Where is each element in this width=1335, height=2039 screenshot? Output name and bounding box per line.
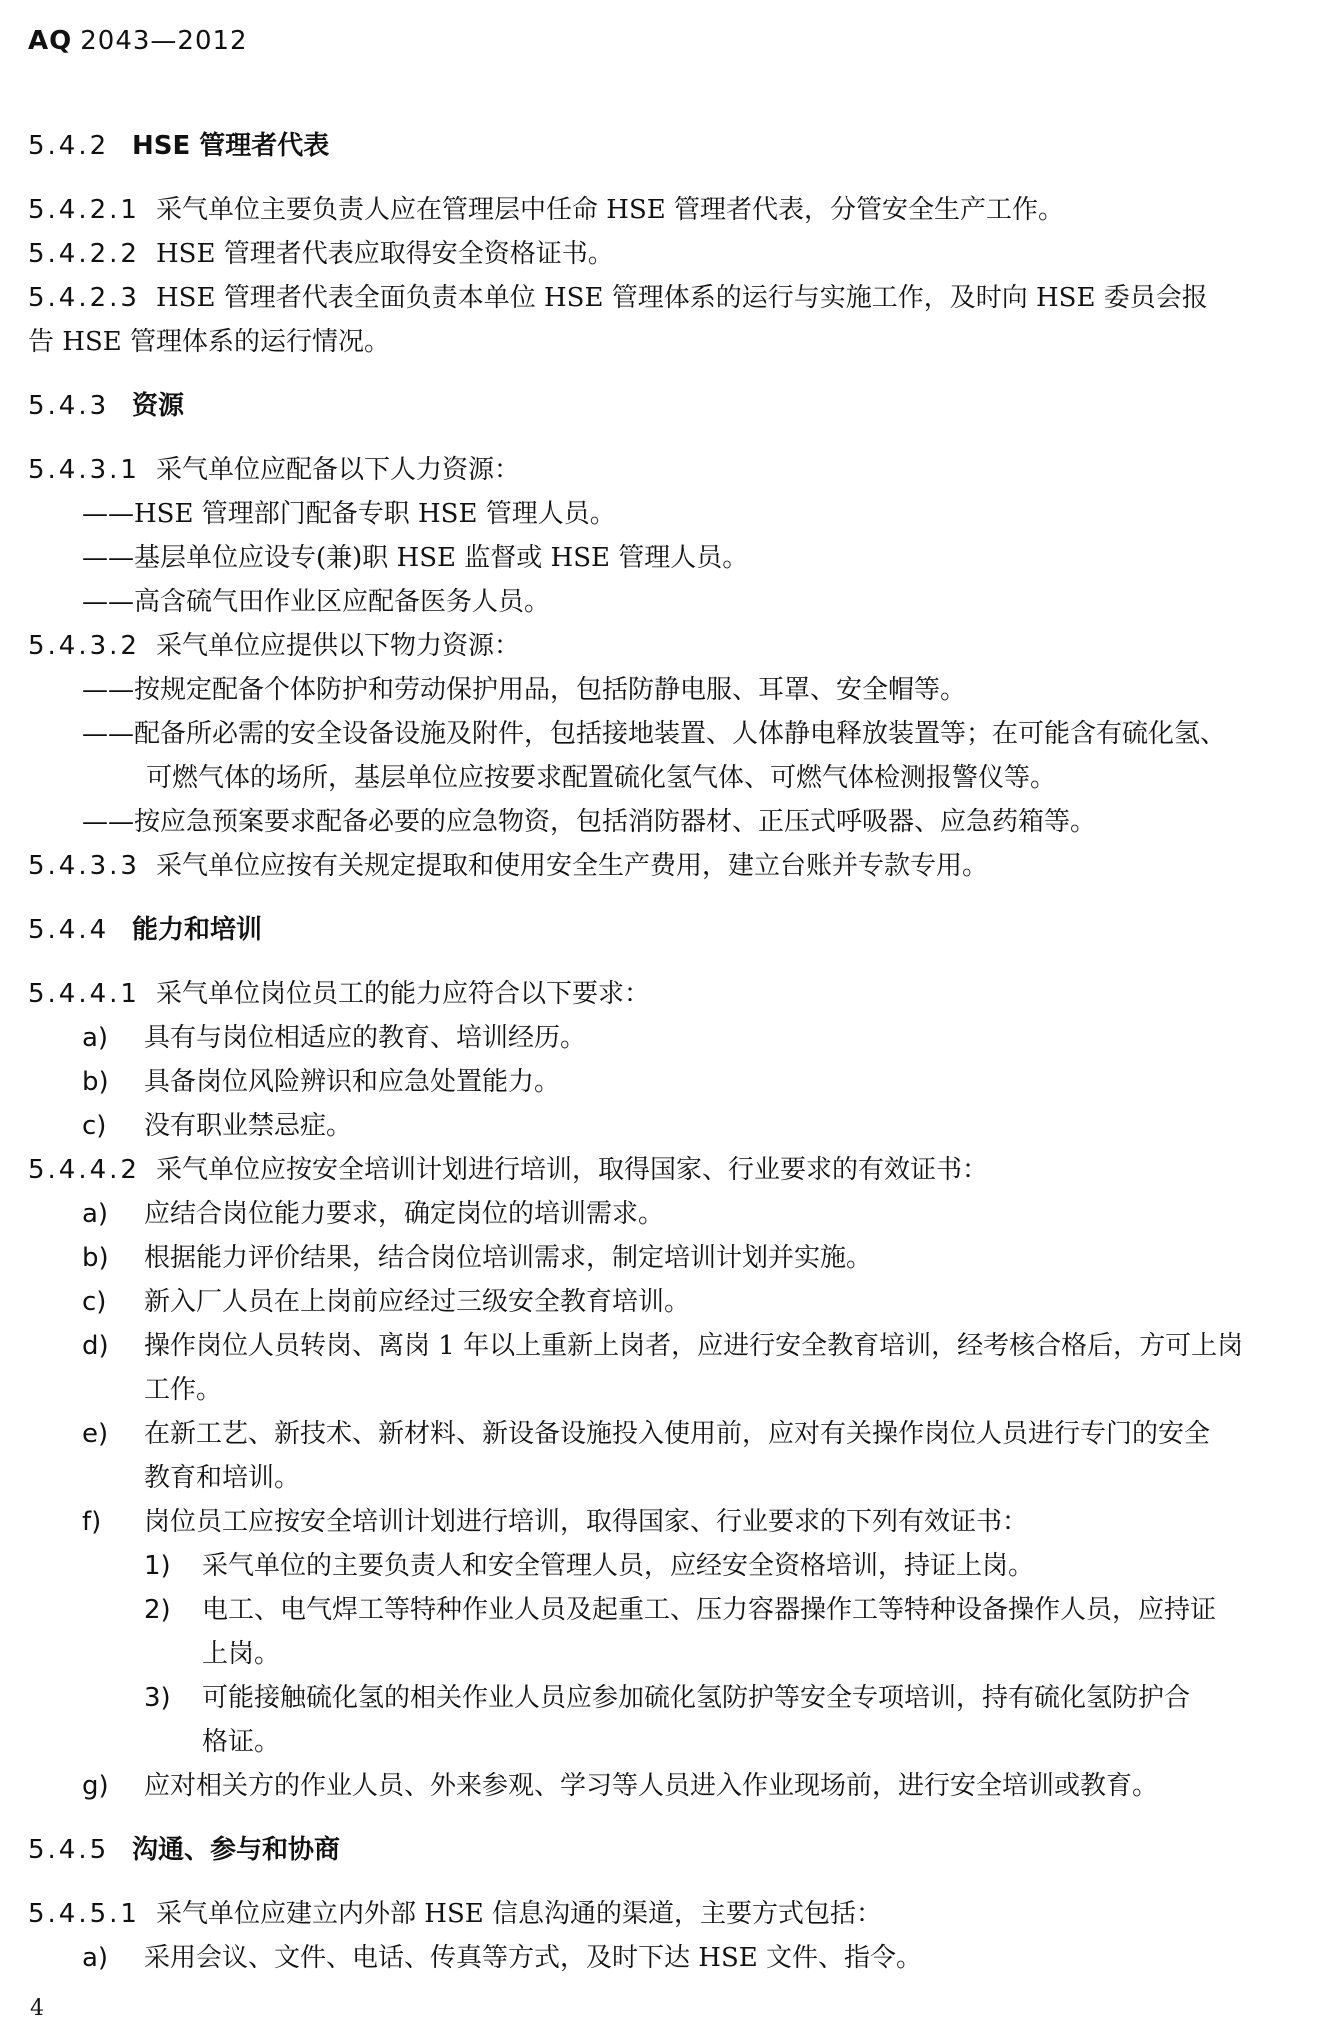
- list-item-text: 具有与岗位相适应的教育、培训经历。: [144, 1023, 587, 1053]
- list-marker: a): [82, 1023, 109, 1053]
- list-item-text: 应结合岗位能力要求，确定岗位的培训需求。: [144, 1199, 665, 1229]
- subitem-continuation: 上岗。: [202, 1639, 281, 1669]
- clause-continuation: 告 HSE 管理体系的运行情况。: [28, 327, 390, 357]
- section-heading-5-4-4: [28, 908, 1310, 952]
- dash-list-item: ——高含硫气田作业区应配备医务人员。: [82, 587, 551, 617]
- clause-text: 采气单位应配备以下人力资源：: [156, 455, 521, 485]
- list-marker: d): [82, 1331, 109, 1361]
- list-item: [28, 1104, 1310, 1148]
- subitem-continuation: 格证。: [202, 1727, 281, 1757]
- list-item-text: 采用会议、文件、电话、传真等方式，及时下达 HSE 文件、指令。: [144, 1943, 922, 1973]
- clause-text: HSE 管理者代表全面负责本单位 HSE 管理体系的运行与实施工作，及时向 HSE 委员会报: [156, 283, 1208, 313]
- clause-5-4-5-1: [28, 1892, 1310, 1936]
- standard-number: 2043—2012: [80, 26, 248, 56]
- section-number: 5.4.2: [28, 131, 110, 161]
- numbered-subitem: [28, 1676, 1310, 1720]
- section-heading-5-4-2: [28, 124, 1310, 168]
- section-heading-5-4-3: [28, 384, 1310, 428]
- clause-number: 5.4.4.2: [28, 1155, 140, 1185]
- page-number: 4: [30, 1996, 44, 2021]
- section-number: 5.4.5: [28, 1835, 110, 1865]
- clause-number: 5.4.5.1: [28, 1899, 140, 1929]
- subitem-marker: 2): [144, 1595, 171, 1625]
- clause-number: 5.4.3.3: [28, 851, 140, 881]
- clause-text: 采气单位应按安全培训计划进行培训，取得国家、行业要求的有效证书：: [156, 1155, 989, 1185]
- list-item-text: 在新工艺、新技术、新材料、新设备设施投入使用前，应对有关操作岗位人员进行专门的安全: [144, 1419, 1211, 1449]
- list-item: [28, 1412, 1310, 1456]
- list-marker: c): [82, 1287, 107, 1317]
- section-title: HSE 管理者代表: [132, 131, 330, 161]
- clause-5-4-2-1: [28, 188, 1310, 232]
- subitem-marker: 3): [144, 1683, 171, 1713]
- clause-text: 采气单位主要负责人应在管理层中任命 HSE 管理者代表，分管安全生产工作。: [156, 195, 1064, 225]
- subitem-marker: 1): [144, 1551, 171, 1581]
- numbered-subitem: [28, 1544, 1310, 1588]
- list-marker: b): [82, 1067, 109, 1097]
- standard-prefix: AQ: [28, 26, 73, 56]
- list-item-text: 根据能力评价结果，结合岗位培训需求，制定培训计划并实施。: [144, 1243, 873, 1273]
- list-marker: a): [82, 1199, 109, 1229]
- clause-5-4-3-3: [28, 844, 1310, 888]
- clause-5-4-2-2: [28, 232, 1310, 276]
- list-item-text: 具备岗位风险辨识和应急处置能力。: [144, 1067, 561, 1097]
- list-item: [28, 1060, 1310, 1104]
- list-marker: b): [82, 1243, 109, 1273]
- list-item: [28, 1016, 1310, 1060]
- clause-5-4-3-1: [28, 448, 1310, 492]
- clause-5-4-4-1: [28, 972, 1310, 1016]
- clause-number: 5.4.4.1: [28, 979, 140, 1009]
- section-title: 资源: [132, 391, 185, 421]
- list-item-continuation: 工作。: [144, 1375, 223, 1405]
- list-item: [28, 1280, 1310, 1324]
- list-item: [28, 1236, 1310, 1280]
- dash-list-item: ——按应急预案要求配备必要的应急物资，包括消防器材、正压式呼吸器、应急药箱等。: [82, 807, 1097, 837]
- list-item-text: 新入厂人员在上岗前应经过三级安全教育培训。: [144, 1287, 691, 1317]
- list-item-text: 没有职业禁忌症。: [144, 1111, 353, 1141]
- section-title: 沟通、参与和协商: [132, 1835, 341, 1865]
- list-marker: g): [82, 1771, 109, 1801]
- clause-number: 5.4.3.1: [28, 455, 140, 485]
- section-title: 能力和培训: [132, 915, 263, 945]
- clause-text: 采气单位应提供以下物力资源：: [156, 631, 521, 661]
- document-body: [28, 124, 1310, 1980]
- list-marker: e): [82, 1419, 109, 1449]
- list-item-text: 操作岗位人员转岗、离岗 1 年以上重新上岗者，应进行安全教育培训，经考核合格后，方可上岗: [144, 1331, 1244, 1361]
- clause-number: 5.4.2.1: [28, 195, 140, 225]
- list-marker: a): [82, 1943, 109, 1973]
- list-marker: c): [82, 1111, 107, 1141]
- numbered-subitem: [28, 1588, 1310, 1632]
- clause-number: 5.4.3.2: [28, 631, 140, 661]
- list-item: [28, 1764, 1310, 1808]
- clause-text: 采气单位应建立内外部 HSE 信息沟通的渠道，主要方式包括：: [156, 1899, 882, 1929]
- section-heading-5-4-5: [28, 1828, 1310, 1872]
- clause-text: 采气单位岗位员工的能力应符合以下要求：: [156, 979, 651, 1009]
- list-item: [28, 1936, 1310, 1980]
- clause-number: 5.4.2.3: [28, 283, 140, 313]
- dash-list-item: ——基层单位应设专(兼)职 HSE 监督或 HSE 管理人员。: [82, 543, 749, 573]
- clause-5-4-3-2: [28, 624, 1310, 668]
- section-number: 5.4.3: [28, 391, 110, 421]
- document-code: [28, 26, 248, 56]
- clause-text: 采气单位应按有关规定提取和使用安全生产费用，建立台账并专款专用。: [156, 851, 989, 881]
- clause-number: 5.4.2.2: [28, 239, 140, 269]
- list-item-continuation: 教育和培训。: [144, 1463, 301, 1493]
- clause-5-4-4-2: [28, 1148, 1310, 1192]
- list-item: [28, 1324, 1310, 1368]
- subitem-text: 采气单位的主要负责人和安全管理人员，应经安全资格培训，持证上岗。: [202, 1551, 1035, 1581]
- section-number: 5.4.4: [28, 915, 110, 945]
- dash-list-item: ——HSE 管理部门配备专职 HSE 管理人员。: [82, 499, 616, 529]
- list-item: [28, 1192, 1310, 1236]
- list-item: [28, 1500, 1310, 1544]
- subitem-text: 电工、电气焊工等特种作业人员及起重工、压力容器操作工等特种设备操作人员，应持证: [202, 1595, 1217, 1625]
- dash-list-item-continuation: 可燃气体的场所，基层单位应按要求配置硫化氢气体、可燃气体检测报警仪等。: [146, 763, 1057, 793]
- list-item-text: 岗位员工应按安全培训计划进行培训，取得国家、行业要求的下列有效证书：: [144, 1507, 1029, 1537]
- dash-list-item: ——按规定配备个体防护和劳动保护用品，包括防静电服、耳罩、安全帽等。: [82, 675, 967, 705]
- subitem-text: 可能接触硫化氢的相关作业人员应参加硫化氢防护等安全专项培训，持有硫化氢防护合: [202, 1683, 1191, 1713]
- clause-text: HSE 管理者代表应取得安全资格证书。: [156, 239, 614, 269]
- dash-list-item: ——配备所必需的安全设备设施及附件，包括接地装置、人体静电释放装置等；在可能含有硫化氢、: [82, 719, 1227, 749]
- clause-5-4-2-3: [28, 276, 1310, 320]
- list-item-text: 应对相关方的作业人员、外来参观、学习等人员进入作业现场前，进行安全培训或教育。: [144, 1771, 1159, 1801]
- list-marker: f): [82, 1507, 102, 1537]
